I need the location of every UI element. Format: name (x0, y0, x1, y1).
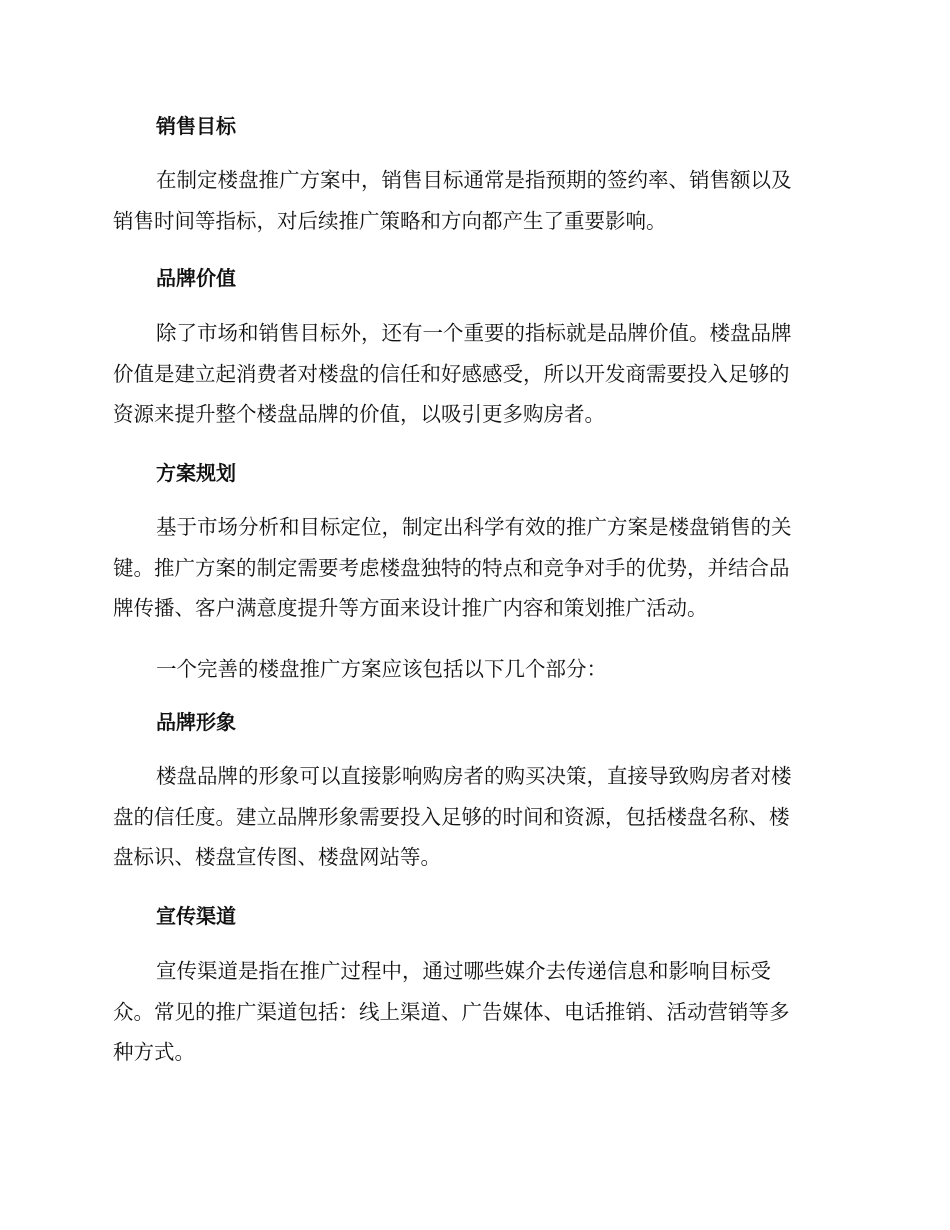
paragraph-brand-value (113, 313, 831, 435)
paragraph-line: 盘标识、楼盘宣传图、楼盘网站等。 (113, 845, 441, 869)
paragraph-line: 销售时间等指标，对后续推广策略和方向都产生了重要影响。 (113, 208, 667, 233)
paragraph-line: 种方式。 (113, 1040, 195, 1064)
paragraph-line: 一个完善的楼盘推广方案应该包括以下几个部分： (156, 657, 607, 681)
paragraph-sales-target (113, 160, 831, 241)
heading-plan: 方案规划 (156, 461, 236, 485)
paragraph-line: 资源来提升整个楼盘品牌的价值，以吸引更多购房者。 (113, 402, 605, 426)
heading-brand-image: 品牌形象 (156, 710, 236, 734)
paragraph-line: 基于市场分析和目标定位，制定出科学有效的推广方案是楼盘销售的关 (156, 515, 792, 539)
paragraph-line: 除了市场和销售目标外，还有一个重要的指标就是品牌价值。楼盘品牌 (156, 321, 792, 345)
paragraph-line: 牌传播、客户满意度提升等方面来设计推广内容和策划推广活动。 (113, 596, 708, 620)
paragraph-line: 众。常见的推广渠道包括：线上渠道、广告媒体、电话推销、活动营销等多 (113, 999, 790, 1024)
paragraph-brand-image (113, 756, 831, 878)
paragraph-plan-intro (113, 649, 831, 690)
heading-brand-value: 品牌价值 (156, 266, 236, 290)
paragraph-line: 盘的信任度。建立品牌形象需要投入足够的时间和资源，包括楼盘名称、楼 (113, 804, 790, 829)
paragraph-line: 价值是建立起消费者对楼盘的信任和好感感受，所以开发商需要投入足够的 (113, 361, 790, 386)
paragraph-line: 楼盘品牌的形象可以直接影响购房者的购买决策，直接导致购房者对楼 (156, 764, 792, 788)
paragraph-line: 在制定楼盘推广方案中，销售目标通常是指预期的签约率、销售额以及 (156, 168, 792, 192)
paragraph-channels (113, 951, 831, 1073)
paragraph-line: 键。推广方案的制定需要考虑楼盘独特的特点和竞争对手的优势，并结合品 (113, 555, 790, 580)
heading-sales-target: 销售目标 (156, 114, 236, 138)
heading-channels: 宣传渠道 (156, 904, 236, 928)
paragraph-line: 宣传渠道是指在推广过程中，通过哪些媒介去传递信息和影响目标受 (156, 959, 771, 983)
paragraph-plan (113, 507, 831, 629)
